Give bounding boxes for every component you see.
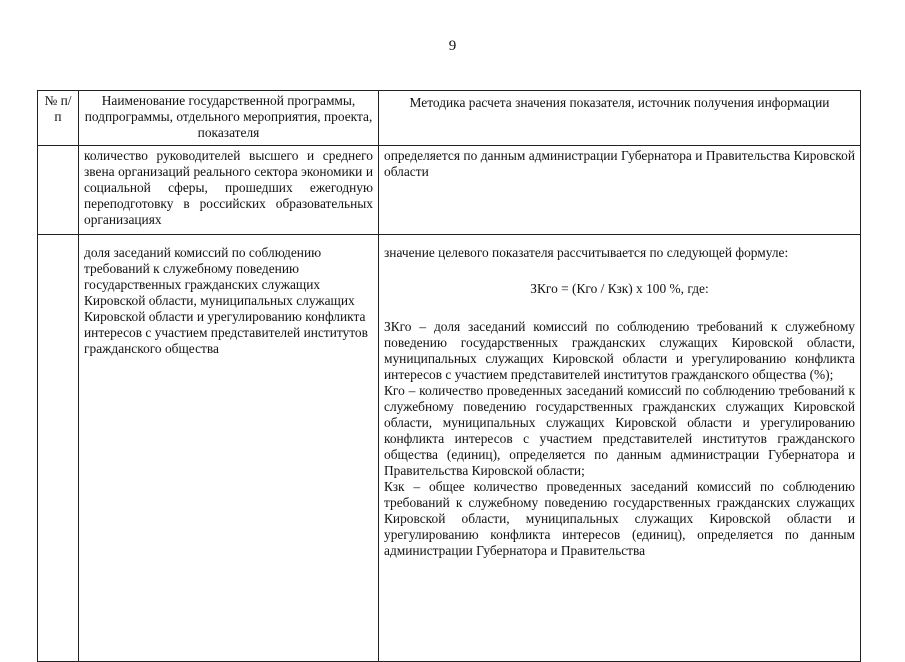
row-number-cell [38,235,79,662]
page-number: 9 [448,38,457,54]
row-number-cell [38,146,79,235]
table-header-row [38,91,861,146]
indicator-method-cell [379,235,861,662]
indicator-name-text: доля заседаний комиссий по соблюдению требований к служебному поведению государственных гражданских служащих Кировской области, муниципальных служащих Кировской области и урегулированию конфликта интересов с участием представителей институтов гражданского общества [84,245,368,356]
indicator-name-cell [79,235,379,662]
indicator-name-cell: количество руководителей высшего и среднего звена организаций реального сектора экономики и социальной сферы, прошедших ежегодную переподготовку в российских образовательных организациях [79,146,379,235]
definition-kzk: Кзк – общее количество проведенных заседаний комиссий по соблюдению требований к служебному поведению государственных гражданских служащих Кировской области, муниципальных служащих Кировской области и урегулированию конфликта интересов (единиц), определяется по данным администрации Губернатора и Правительства [384,479,855,558]
header-number: № п/п [38,91,79,146]
method-content [384,245,855,559]
table-row [38,235,861,662]
indicator-table [37,90,861,662]
table-row [38,146,861,235]
definition-kgo: Кго – количество проведенных заседаний комиссий по соблюдению требований к служебному поведению государственных гражданских служащих Кировской области, муниципальных служащих Кировской области и урегулированию конфликта интересов с участием представителей институтов гражданского общества (единиц), определяется по данным администрации Губернатора и Правительства Кировской области; [384,383,855,478]
header-name: Наименование государственной программы, подпрограммы, отдельного мероприятия, проекта, показателя [79,91,379,146]
formula: ЗКго = (Кго / Кзк) х 100 %, где: [530,281,709,296]
header-method: Методика расчета значения показателя, источник получения информации [379,91,861,146]
definition-zkgo: ЗКго – доля заседаний комиссий по соблюдению требований к служебному поведению государственных гражданских служащих Кировской области, муниципальных служащих Кировской области и урегулированию конфликта интересов с участием представителей институтов гражданского общества (%); [384,319,855,382]
indicator-method-cell: определяется по данным администрации Губернатора и Правительства Кировской области [379,146,861,235]
method-intro: значение целевого показателя рассчитывается по следующей формуле: [384,245,789,260]
